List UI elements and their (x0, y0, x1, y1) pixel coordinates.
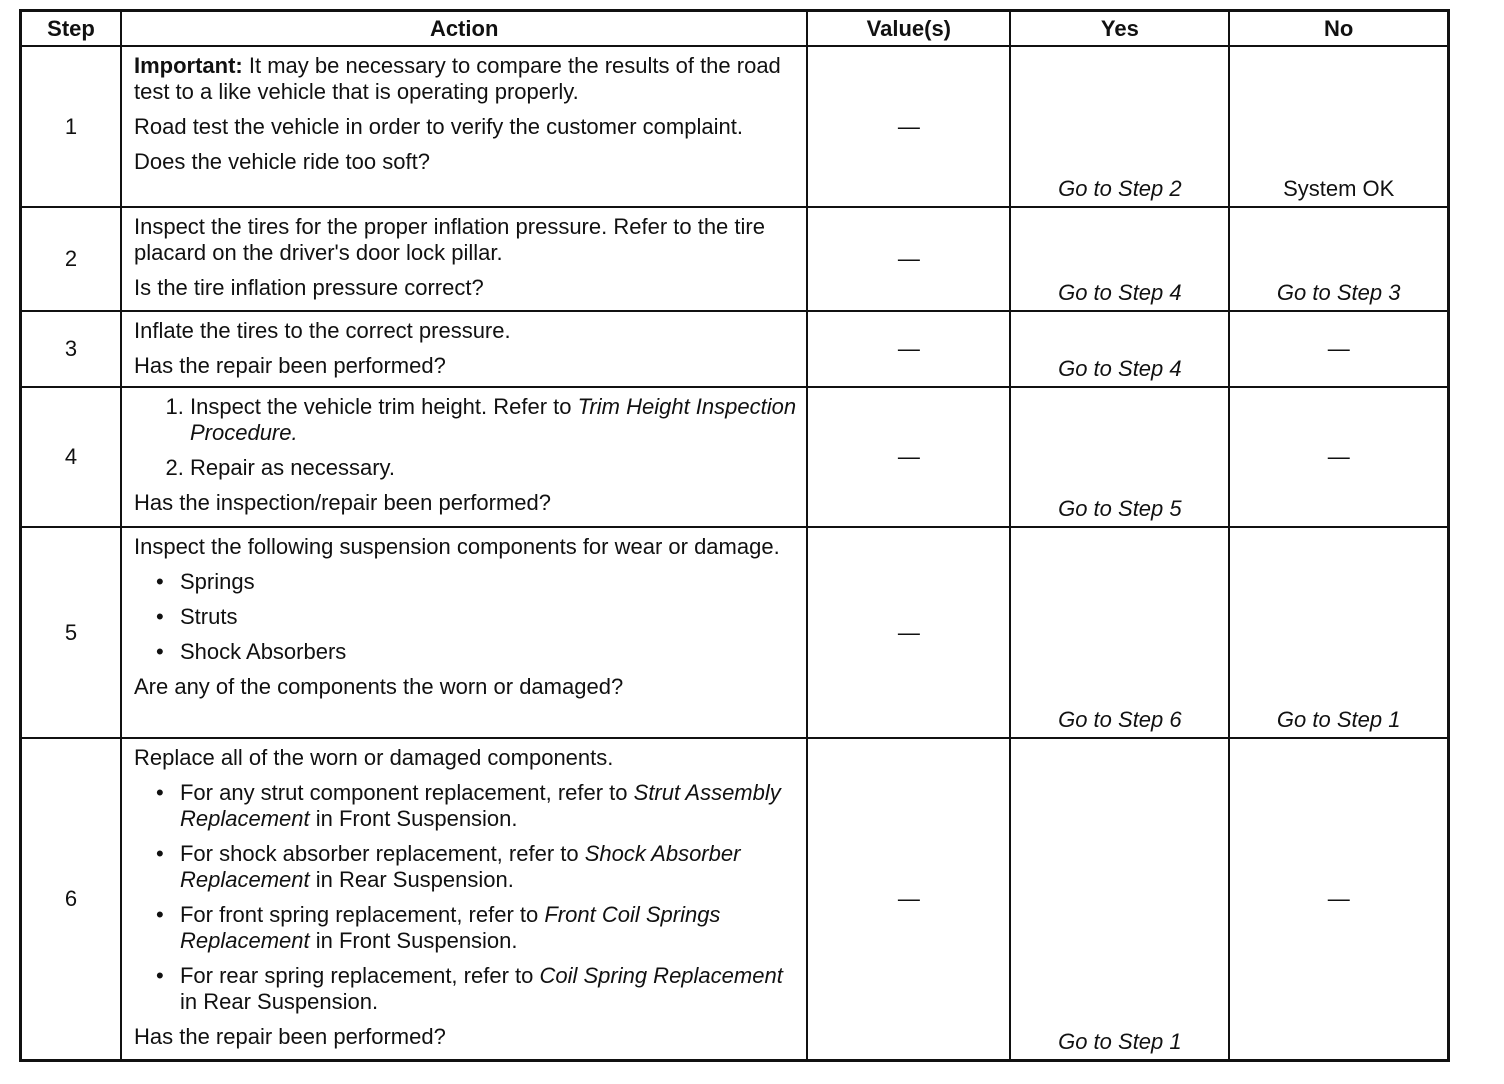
bullet-icon: • (155, 963, 164, 988)
list-item (156, 841, 796, 893)
list-item-text: Springs (179, 569, 255, 594)
table-row (21, 207, 1449, 311)
value-cell: — (807, 311, 1010, 387)
list-item (156, 780, 796, 832)
list-item-text: Repair as necessary. (189, 455, 395, 480)
bullet-list (134, 780, 796, 1015)
value-cell: — (807, 207, 1010, 311)
procedure-reference: Front Coil Springs Replacement (179, 902, 721, 953)
step-number: 2 (21, 207, 121, 311)
list-item-text: Shock Absorbers (179, 639, 347, 664)
action-question: Has the repair been performed? (133, 1024, 446, 1049)
list-item-tail: in Rear Suspension. (309, 867, 514, 892)
procedure-reference: Coil Spring Replacement (539, 963, 783, 988)
table-row (21, 527, 1449, 738)
action-paragraph: Road test the vehicle in order to verify the customer complaint. (133, 114, 743, 139)
list-item-tail: in Rear Suspension. (179, 989, 379, 1014)
bullet-icon: • (155, 569, 164, 594)
procedure-reference: Trim Height Inspection Procedure. (189, 394, 797, 445)
list-item-tail: in Front Suspension. (309, 928, 518, 953)
action-question: Has the inspection/repair been performed? (133, 490, 552, 515)
table-header-row (21, 11, 1449, 47)
list-item-text: For rear spring replacement, refer to (179, 963, 540, 988)
value-cell: — (807, 738, 1010, 1060)
header-action: Action (121, 11, 807, 47)
action-paragraph: Inflate the tires to the correct pressure. (133, 318, 511, 343)
no-result: — (1229, 738, 1448, 1060)
list-item (156, 902, 796, 954)
action-paragraph: Inspect the tires for the proper inflation pressure. Refer to the tire placard on the driver's door lock pillar. (133, 214, 765, 265)
action-question: Are any of the components the worn or damaged? (133, 674, 624, 699)
important-label: Important: (133, 53, 243, 78)
header-values: Value(s) (807, 11, 1010, 47)
action-paragraph: Inspect the following suspension components for wear or damage. (133, 534, 780, 559)
action-question: Has the repair been performed? (133, 353, 446, 378)
list-item-text: For front spring replacement, refer to (179, 902, 545, 927)
list-item-tail: in Front Suspension. (309, 806, 518, 831)
list-item (190, 394, 796, 446)
value-cell: — (807, 527, 1010, 738)
value-cell: — (807, 387, 1010, 527)
header-yes: Yes (1010, 11, 1229, 47)
no-result: System OK (1229, 46, 1448, 207)
procedure-reference: Shock Absorber Replacement (179, 841, 741, 892)
bullet-icon: • (155, 639, 164, 664)
list-item (156, 963, 796, 1015)
list-item (156, 639, 796, 665)
list-item-text: Inspect the vehicle trim height. Refer to (189, 394, 578, 419)
action-cell (121, 311, 807, 387)
action-question: Does the vehicle ride too soft? (133, 149, 430, 174)
no-result: — (1229, 311, 1448, 387)
bullet-icon: • (155, 841, 164, 866)
action-cell (121, 46, 807, 207)
action-cell (121, 387, 807, 527)
action-paragraph: Replace all of the worn or damaged components. (133, 745, 614, 770)
yes-result: Go to Step 5 (1010, 387, 1229, 527)
list-item (156, 604, 796, 630)
important-note (134, 53, 796, 105)
diagnostic-table (19, 9, 1450, 1062)
list-item-text: For shock absorber replacement, refer to (179, 841, 585, 866)
no-result: — (1229, 387, 1448, 527)
yes-result: Go to Step 4 (1010, 311, 1229, 387)
header-step: Step (21, 11, 121, 47)
table-row (21, 738, 1449, 1060)
yes-result: Go to Step 4 (1010, 207, 1229, 311)
action-cell (121, 527, 807, 738)
bullet-icon: • (155, 780, 164, 805)
header-no: No (1229, 11, 1448, 47)
yes-result: Go to Step 6 (1010, 527, 1229, 738)
table-row (21, 311, 1449, 387)
step-number: 1 (21, 46, 121, 207)
step-number: 3 (21, 311, 121, 387)
list-item (156, 569, 796, 595)
important-text: It may be necessary to compare the results of the road test to a like vehicle that is operating properly. (133, 53, 781, 104)
action-question: Is the tire inflation pressure correct? (133, 275, 484, 300)
list-item (190, 455, 796, 481)
action-cell (121, 738, 807, 1060)
step-number: 5 (21, 527, 121, 738)
action-cell (121, 207, 807, 311)
bullet-icon: • (155, 902, 164, 927)
procedure-reference: Strut Assembly Replacement (179, 780, 781, 831)
step-number: 4 (21, 387, 121, 527)
no-result: Go to Step 1 (1229, 527, 1448, 738)
numbered-list (134, 394, 796, 481)
list-item-text: Struts (179, 604, 238, 629)
value-cell: — (807, 46, 1010, 207)
yes-result: Go to Step 2 (1010, 46, 1229, 207)
no-result: Go to Step 3 (1229, 207, 1448, 311)
bullet-icon: • (155, 604, 164, 629)
step-number: 6 (21, 738, 121, 1060)
table-row (21, 387, 1449, 527)
table-row (21, 46, 1449, 207)
list-item-text: For any strut component replacement, refer to (179, 780, 634, 805)
bullet-list (134, 569, 796, 665)
yes-result: Go to Step 1 (1010, 738, 1229, 1060)
